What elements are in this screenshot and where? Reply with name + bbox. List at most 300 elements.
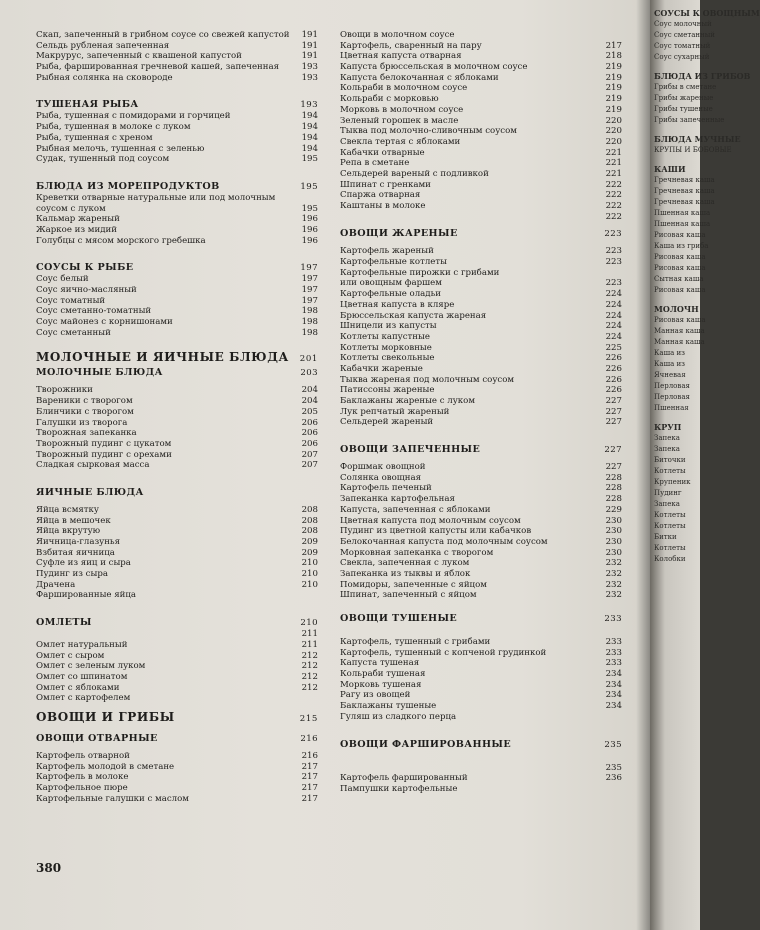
toc-entry	[340, 51, 622, 62]
page-ref: 210	[301, 558, 318, 569]
toc-entry	[36, 41, 318, 52]
page-ref: 223	[605, 246, 622, 257]
right-page-line: Котлеты	[654, 467, 686, 475]
entry-title: Кальмар жареный	[36, 214, 120, 225]
page-ref: 219	[605, 62, 622, 73]
entry-title: Картофель, тушенный с грибами	[340, 637, 491, 647]
toc-entry	[36, 193, 318, 204]
page-ref: 226	[605, 385, 622, 396]
entry-title: Омлет натуральный	[36, 639, 128, 650]
entry-title: Цветная капуста под молочным соусом	[340, 515, 521, 526]
toc-entry	[36, 640, 318, 651]
toc-entry	[340, 257, 622, 268]
entry-title: Каштаны в молоке	[340, 201, 426, 211]
entry-title: Шпинат с гренками	[340, 179, 431, 190]
toc-entry	[340, 637, 622, 648]
page-ref: 230	[605, 515, 622, 526]
page-ref: 220	[605, 115, 622, 126]
page-ref: 212	[301, 671, 318, 682]
spacer	[36, 165, 318, 181]
entry-title: Картофель, сваренный на пару	[340, 40, 482, 51]
toc-entry	[36, 558, 318, 569]
page-ref: 208	[301, 526, 318, 537]
page-ref: 223	[604, 229, 622, 240]
entry-title: Картофель в молоке	[36, 772, 129, 783]
page-ref: 232	[605, 590, 622, 601]
toc-entry	[340, 494, 622, 505]
page-ref: 217	[301, 772, 318, 783]
toc-entry	[36, 629, 318, 640]
page-ref: 226	[605, 353, 622, 364]
section-title: ОВОЩИ ЖАРЕНЫЕ	[340, 228, 458, 240]
page-ref: 191	[301, 40, 318, 51]
section-title: ОВОЩИ ОТВАРНЫЕ	[36, 732, 158, 744]
right-page-heading: БЛЮДА МУЧНЫЕ	[654, 134, 741, 144]
entry-title: Цветная капуста в кляре	[340, 299, 455, 310]
right-page-line: Гречневая каша	[654, 187, 715, 195]
right-page-line: Гречневая каша	[654, 176, 715, 184]
right-page-line: Запека	[654, 445, 680, 453]
entry-title: Омлет с сыром	[36, 650, 105, 661]
toc-entry	[340, 311, 622, 322]
toc-entry	[36, 236, 318, 247]
page-ref: 221	[605, 147, 622, 158]
right-page-line: Пшенная	[654, 404, 689, 412]
page-ref: 222	[605, 190, 622, 201]
entry-title: Пампушки картофельные	[340, 783, 458, 794]
toc-entry	[340, 126, 622, 137]
entry-title: Яйца всмятку	[36, 504, 99, 515]
page-ref: 227	[604, 445, 622, 456]
page-ref: 196	[301, 214, 318, 225]
entry-title: Картофельные оладьи	[340, 289, 441, 300]
entry-title: Соус белый	[36, 274, 89, 285]
toc-entry	[36, 62, 318, 73]
toc-entry	[36, 794, 318, 805]
section-heading	[340, 444, 622, 456]
page-ref: 224	[605, 310, 622, 321]
page-ref: 222	[605, 201, 622, 211]
page-ref: 233	[604, 614, 622, 624]
toc-entry	[340, 300, 622, 311]
section-heading	[340, 613, 622, 625]
right-page-line: Котлеты	[654, 522, 686, 530]
right-page-line: Каша из гриба	[654, 242, 709, 250]
right-page-line: Каша из	[654, 349, 685, 357]
section-heading	[340, 228, 622, 240]
entry-title: Рыба, фаршированная гречневой кашей, запеченная	[36, 62, 280, 73]
section-title: ТУШЕНАЯ РЫБА	[36, 99, 139, 111]
toc-entry	[36, 274, 318, 285]
toc-entry	[340, 569, 622, 580]
right-page-line: Соус томатный	[654, 42, 711, 50]
entry-title: Кольраби в молочном соусе	[340, 83, 468, 94]
page-ref: 233	[605, 637, 622, 647]
toc-entry	[36, 385, 318, 396]
toc-entry	[36, 133, 318, 144]
toc-entry	[36, 418, 318, 429]
toc-entry	[36, 111, 318, 122]
entry-title: Сельдь рубленая запеченная	[36, 40, 170, 51]
entry-title: Сельдерей вареный с подливкой	[340, 168, 489, 179]
page-ref: 228	[605, 472, 622, 483]
right-page-line: Перловая	[654, 382, 690, 390]
entry-title: Яйца в мешочек	[36, 515, 111, 526]
toc-entry	[340, 116, 622, 127]
page-ref: 208	[301, 504, 318, 515]
toc-entry	[340, 201, 622, 212]
toc-entry	[36, 651, 318, 662]
toc-entry	[36, 569, 318, 580]
page-ref: 191	[301, 51, 318, 62]
page-ref: 219	[605, 83, 622, 94]
page-ref: 235	[604, 739, 622, 750]
page-ref: 224	[605, 289, 622, 300]
right-page-heading: КАШИ	[654, 164, 686, 174]
toc-column-left	[36, 30, 318, 804]
toc-entry	[36, 285, 318, 296]
page-ref: 211	[301, 639, 318, 650]
page-ref: 207	[301, 460, 318, 471]
toc-entry	[340, 590, 622, 601]
entry-title: Яичница-глазунья	[36, 537, 121, 547]
toc-entry	[36, 73, 318, 84]
entry-title: Картофель молодой в сметане	[36, 761, 175, 772]
right-page-line: Пшенная каша	[654, 209, 711, 217]
entry-title: соусом с луком	[36, 203, 106, 214]
page-ref: 221	[605, 158, 622, 169]
right-page-line: Котлеты	[654, 544, 686, 552]
entry-title: Картофельное пюре	[36, 783, 128, 793]
page-ref: 218	[605, 51, 622, 62]
toc-entry	[340, 137, 622, 148]
entry-title: Картофель печеный	[340, 483, 432, 494]
section-heading	[36, 617, 318, 629]
page-ref: 225	[605, 342, 622, 353]
entry-title: Свекла, запеченная с луком	[340, 558, 470, 569]
entry-title: Галушки из творога	[36, 417, 128, 428]
toc-entry	[340, 62, 622, 73]
toc-entry	[340, 180, 622, 191]
section-heading	[36, 710, 318, 727]
page-ref: 222	[605, 179, 622, 190]
right-page-line: Рисовая каша	[654, 231, 706, 239]
right-page-line: Пудинг	[654, 489, 682, 497]
page-ref: 197	[301, 274, 318, 285]
page-ref: 220	[605, 126, 622, 137]
toc-entry	[36, 460, 318, 471]
toc-entry	[340, 658, 622, 669]
entry-title: Рагу из овощей	[340, 690, 411, 701]
toc-entry	[36, 317, 318, 328]
spacer	[340, 428, 622, 444]
page-ref: 223	[605, 278, 622, 289]
entry-title: Голубцы с мясом морского гребешка	[36, 235, 206, 246]
entry-title: Вареники с творогом	[36, 396, 133, 407]
entry-title: Картофель фаршированный	[340, 773, 468, 784]
entry-title: Капуста белокочанная с яблоками	[340, 72, 499, 83]
right-page-heading: СОУСЫ К ОВОЩНЫМ	[654, 8, 760, 18]
page-ref: 206	[301, 428, 318, 439]
toc-entry	[36, 783, 318, 794]
entry-title: Кольраби с морковью	[340, 94, 439, 105]
page-ref: 209	[301, 547, 318, 558]
entry-title: Картофель жареный	[340, 246, 434, 257]
entry-title: Тыква жареная под молочным соусом	[340, 374, 515, 385]
toc-entry	[36, 439, 318, 450]
right-page-line: Сытная каша	[654, 275, 704, 283]
page-ref: 210	[300, 618, 318, 629]
toc-entry	[36, 154, 318, 165]
page-ref: 198	[301, 327, 318, 338]
page-ref: 229	[605, 504, 622, 515]
page-ref: 216	[300, 733, 318, 744]
page-ref: 235	[605, 762, 622, 773]
page-ref: 195	[300, 181, 318, 192]
right-page-line: Соус сметанный	[654, 31, 715, 39]
page-ref: 209	[301, 537, 318, 547]
toc-entry	[36, 144, 318, 155]
entry-title: Омлет со шпинатом	[36, 671, 128, 682]
entry-title: Котлеты морковные	[340, 342, 432, 353]
toc-entry	[340, 784, 622, 795]
page-number: 380	[36, 861, 62, 875]
entry-title: Картофельные пирожки с грибами	[340, 267, 500, 278]
toc-entry	[36, 396, 318, 407]
right-page-line: Перловая	[654, 393, 690, 401]
page-ref: 197	[301, 295, 318, 306]
toc-entry	[340, 105, 622, 116]
entry-title: Рыбная мелочь, тушенная с зеленью	[36, 143, 205, 154]
page-ref: 194	[301, 143, 318, 154]
page-ref: 196	[301, 224, 318, 235]
toc-entry	[36, 204, 318, 215]
entry-title: Форшмак овощной	[340, 462, 426, 473]
entry-title: Картофель отварной	[36, 750, 130, 761]
page-ref: 217	[301, 783, 318, 793]
toc-entry	[340, 483, 622, 494]
toc-entry	[340, 407, 622, 418]
section-heading	[36, 487, 318, 499]
book-page-right-fragment	[650, 0, 760, 930]
section-heading	[36, 262, 318, 274]
right-page-line: Каша из	[654, 360, 685, 368]
entry-title: Морковная запеканка с творогом	[340, 547, 494, 558]
entry-title: Помидоры, запеченные с яйцом	[340, 579, 487, 590]
right-page-line: Биточки	[654, 456, 686, 464]
section-heading	[36, 181, 318, 193]
page-ref: 232	[605, 568, 622, 579]
entry-title: Блинчики с творогом	[36, 406, 134, 417]
entry-title: Соус майонез с корнишонами	[36, 317, 173, 328]
entry-title: Баклажаны жареные с луком	[340, 396, 476, 406]
entry-title: Яйца вкрутую	[36, 526, 101, 537]
entry-title: Шницели из капусты	[340, 321, 437, 332]
toc-entry	[340, 558, 622, 569]
page-ref: 219	[605, 104, 622, 115]
entry-title: Рыбная солянка на сковороде	[36, 72, 173, 83]
page-ref: 193	[301, 62, 318, 73]
entry-title: Омлет с картофелем	[36, 693, 131, 704]
page-ref: 206	[301, 438, 318, 449]
entry-title: Гуляш из сладкого перца	[340, 711, 457, 722]
toc-entry	[36, 51, 318, 62]
entry-title: Солянка овощная	[340, 472, 422, 483]
page-ref: 194	[301, 132, 318, 143]
toc-entry	[340, 462, 622, 473]
toc-entry	[36, 505, 318, 516]
toc-entry	[340, 669, 622, 680]
toc-entry	[340, 41, 622, 52]
entry-title: Соус яично-масляный	[36, 285, 137, 295]
section-title: МОЛОЧНЫЕ БЛЮДА	[36, 367, 163, 379]
page-ref: 234	[605, 690, 622, 701]
toc-entry	[340, 212, 622, 223]
page-ref: 227	[605, 396, 622, 406]
entry-title: Капуста брюссельская в молочном соусе	[340, 62, 528, 73]
page-ref: 217	[301, 761, 318, 772]
toc-entry	[340, 712, 622, 723]
right-page-line: КРУПЫ И БОБОВЫЕ	[654, 146, 732, 154]
toc-entry	[340, 375, 622, 386]
entry-title: Картофельные котлеты	[340, 257, 447, 268]
entry-title: Запеканка картофельная	[340, 494, 455, 505]
toc-entry	[340, 526, 622, 537]
entry-title: Омлет с зеленым луком	[36, 661, 146, 672]
toc-entry	[36, 516, 318, 527]
page-ref: 233	[605, 647, 622, 658]
toc-entry	[36, 590, 318, 601]
spacer	[340, 625, 622, 637]
page-ref: 198	[301, 306, 318, 317]
right-page-heading: БЛЮДА ИЗ ГРИБОВ	[654, 71, 751, 81]
right-page-line: Запека	[654, 500, 680, 508]
toc-entry	[340, 94, 622, 105]
toc-entry	[340, 190, 622, 201]
entry-title: Шпинат, запеченный с яйцом	[340, 590, 477, 601]
entry-title: Творожный пудинг с цукатом	[36, 438, 172, 449]
entry-title: или овощным фаршем	[340, 278, 442, 289]
toc-entry	[340, 690, 622, 701]
toc-entry	[340, 158, 622, 169]
page-ref: 208	[301, 515, 318, 526]
toc-entry	[340, 73, 622, 84]
entry-title: Жаркое из мидий	[36, 224, 117, 235]
entry-title: Соус сметанный	[36, 327, 111, 338]
right-page-line: Грибы в сметане	[654, 83, 717, 91]
page-ref: 233	[605, 658, 622, 669]
section-title: ЯИЧНЫЕ БЛЮДА	[36, 486, 144, 498]
page-ref: 234	[605, 669, 622, 680]
right-page-line: Пшенная каша	[654, 220, 711, 228]
toc-entry	[340, 385, 622, 396]
page-ref: 230	[605, 526, 622, 537]
page-ref: 236	[605, 773, 622, 784]
page-ref: 212	[301, 661, 318, 672]
spacer	[36, 601, 318, 617]
entry-title: Пудинг из цветной капусты или кабачков	[340, 526, 532, 537]
entry-title: Пудинг из сыра	[36, 569, 108, 580]
entry-title: Кабачки отварные	[340, 147, 425, 158]
spacer	[36, 338, 318, 350]
entry-title: Сладкая сырковая масса	[36, 460, 150, 471]
page-ref: 217	[301, 793, 318, 804]
entry-title: Скап, запеченный в грибном соусе со свежей капустой	[36, 30, 290, 40]
right-page-line: Рисовая каша	[654, 316, 706, 324]
toc-entry	[36, 296, 318, 307]
right-page-line: Колобки	[654, 555, 686, 563]
spacer	[36, 246, 318, 262]
page-ref: 198	[301, 317, 318, 328]
entry-title: Соус томатный	[36, 295, 106, 306]
toc-entry	[340, 773, 622, 784]
entry-title: Лук репчатый жареный	[340, 406, 450, 417]
right-page-line: Запека	[654, 434, 680, 442]
entry-title: Рыба, тушенная с хреном	[36, 132, 153, 143]
toc-entry	[340, 364, 622, 375]
spacer	[36, 471, 318, 487]
right-page-line: Битки	[654, 533, 677, 541]
page-ref: 228	[605, 494, 622, 505]
toc-entry	[340, 537, 622, 548]
spacer	[340, 751, 622, 763]
entry-title: Омлет с яблоками	[36, 682, 120, 693]
page-ref: 223	[605, 257, 622, 268]
spacer	[340, 601, 622, 613]
toc-entry	[36, 751, 318, 762]
section-heading	[36, 350, 318, 367]
toc-entry	[36, 772, 318, 783]
page-ref: 234	[605, 701, 622, 712]
entry-title: Овощи в молочном соусе	[340, 30, 455, 40]
entry-title: Патиссоны жареные	[340, 385, 435, 396]
right-page-line: Грибы запеченные	[654, 116, 725, 124]
section-heading	[340, 739, 622, 751]
toc-column-right	[340, 30, 622, 795]
toc-entry	[340, 169, 622, 180]
entry-title: Картофель, тушенный с копченой грудинкой	[340, 647, 547, 658]
page-ref: 195	[301, 203, 318, 214]
page-ref: 227	[605, 462, 622, 473]
toc-entry	[340, 148, 622, 159]
spacer	[340, 723, 622, 739]
entry-title: Драчена	[36, 579, 76, 590]
page-ref: 196	[301, 235, 318, 246]
page-ref: 217	[605, 40, 622, 51]
page-ref: 194	[301, 111, 318, 122]
toc-entry	[36, 672, 318, 683]
toc-entry	[340, 321, 622, 332]
entry-title: Рыба, тушенная с помидорами и горчицей	[36, 111, 231, 122]
entry-title: Морковь в молочном соусе	[340, 104, 464, 115]
entry-title: Творожный пудинг с орехами	[36, 449, 172, 460]
entry-title: Запеканка из тыквы и яблок	[340, 568, 471, 579]
toc-entry	[340, 516, 622, 527]
entry-title: Капуста тушеная	[340, 658, 420, 669]
entry-title: Суфле из яиц и сыра	[36, 558, 131, 569]
toc-entry	[340, 83, 622, 94]
toc-entry	[340, 417, 622, 428]
toc-entry	[36, 580, 318, 591]
right-page-line: Грибы тушеные	[654, 105, 713, 113]
page-ref: 230	[605, 536, 622, 547]
toc-entry	[340, 396, 622, 407]
section-title: ОВОЩИ ЗАПЕЧЕННЫЕ	[340, 444, 481, 456]
section-heading	[36, 733, 318, 745]
toc-entry	[36, 428, 318, 439]
toc-entry	[340, 289, 622, 300]
page-ref: 212	[301, 682, 318, 693]
